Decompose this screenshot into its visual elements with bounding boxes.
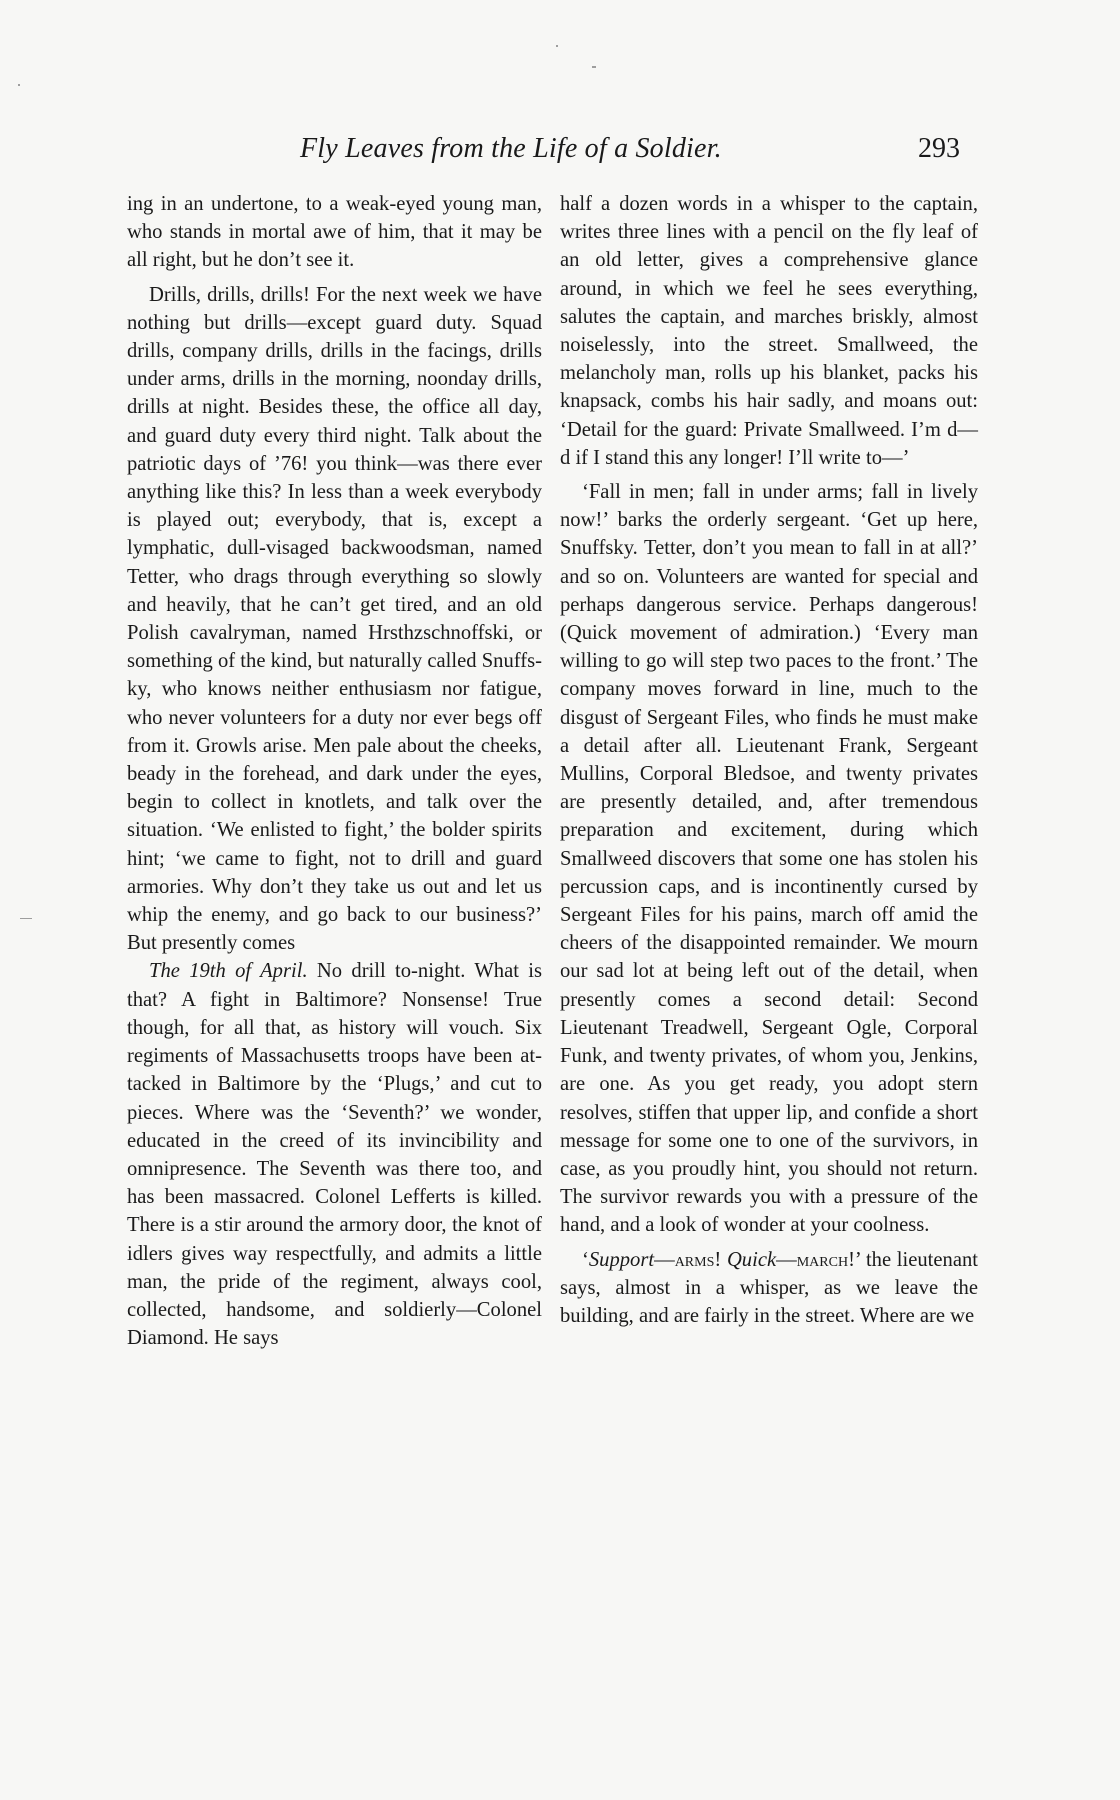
scan-speck (20, 918, 32, 919)
dash: — (654, 1248, 675, 1271)
paragraph: half a dozen words in a whisper to the captain, writes three lines with a pencil on the fly leaf of an old letter, gives a comprehensive glance around, in which we feel he sees everything, salutes the captain, and marches briskly, almost noiselessly, into the street. Smallweed, the melancholy man, rolls up his blanket, packs his knapsack, combs his hair sadly, and moans out: ‘Detail for the guard: Private Smallweed. I’m d—d if I stand this any longer! I’ll write to—’ (560, 193, 978, 469)
paragraph-text: !’ the lieutenant says, almost in a whisper, as we leave the building, and are fairly in the street. Where are we (560, 1248, 978, 1327)
paragraph: ‘Fall in men; fall in under arms; fall in lively now!’ barks the orderly sergeant. ‘Get up here, Snuffsky. Tetter, don’t you mean to fall in at all?’ and so on. Volunteers are wanted for special and perhaps dangerous service. Perhaps dangerous! (Quick movement of admiration.) ‘Every man willing to go will step two paces to the front.’ The company moves forward in line, much to the disgust of Sergeant Files, who finds he must make a detail after all. Lieutenant Frank, Sergeant Mullins, Corporal Bledsoe, and twenty privates are presently detailed, and, after tremendous preparation and excitement, during which Smallweed discovers that some one has stolen his percussion caps, and is incontinently cursed by Sergeant Files for his pains, march off amid the cheers of the disappointed remainder. We mourn our sad lot at being left out of the detail, when presently comes a second detail: Second Lieutenant Treadwell, Sergeant Ogle, Corporal Funk, and twenty privates, of whom you, Jenkins, are one. As you get ready, you adopt stern resolves, stiffen that upper lip, and confide a short message for some one to one of the survivors, in case, as you proudly hint, you should not return. The survivor rewards you with a pressure of the hand, and a look of wonder at your coolness. (560, 481, 978, 1237)
command-word: Support (588, 1248, 655, 1271)
paragraph: Drills, drills, drills! For the next week we have nothing but drills—except guard duty. Squad drills, company drills, drills in the facings, drills under arms, drills in the morning, noonday drills, drills at night. Besides these, the office all day, and guard duty every third night. Talk about the patriotic days of ’76! you think—was there ever anything like this? In less than a week everybody is played out; everybody, that is, except a lymphatic, dull-visaged backwoodsman, named Tetter, who drags through everything so slowly and heavily, that he can’t get tired, and an old Polish cavalryman, named Hrsthzschnoffski, or something of the kind, but naturally called Snuffsky, who knows neither enthusiasm nor fatigue, who never volunteers for a duty nor ever begs off from it. Growls arise. Men pale about the cheeks, beady in the forehead, and dark under the eyes, begin to collect in knotlets, and talk over the situation. ‘We enlisted to fight,’ the bolder spirits hint; ‘we came to fight, not to drill and guard armories. Why don’t they take us out and let us whip the enemy, and go back to our business?’ But presently comes (127, 283, 542, 955)
scan-speck (556, 45, 558, 47)
scan-speck (592, 66, 596, 68)
left-column (127, 190, 542, 1352)
right-column (560, 190, 978, 1330)
dash: — (776, 1248, 797, 1271)
paragraph (560, 1246, 978, 1331)
italic-heading: The 19th of April. (149, 960, 308, 983)
command-word: Quick (726, 1248, 777, 1271)
running-head (300, 133, 960, 167)
quote-mark: ‘ (582, 1248, 589, 1271)
paragraph-text: No drill to-night. What is that? A fight in Baltimore? Nonsense! True though, for all that, as history will vouch. Six regiments of Massachusetts troops have been attacked in Baltimore by the ‘Plugs,’ and cut to pieces. Where was the ‘Seventh?’ we wonder, educated in the creed of its invincibility and omnipresence. The Seventh was there too, and has been massacred. Colonel Lefferts is killed. There is a stir around the armory door, the knot of idlers gives way respectfully, and admits a little man, the pride of the regiment, always cool, collected, handsome, and soldierly—Colonel Diamond. He says (127, 960, 542, 1350)
punctuation: ! (714, 1248, 727, 1271)
paragraph: ing in an undertone, to a weak-eyed young man, who stands in mortal awe of him, that it may be all right, but he don’t see it. (127, 193, 542, 272)
paragraph (127, 957, 542, 1352)
page-number: 293 (918, 133, 960, 164)
command-word-smallcaps: march (796, 1248, 849, 1271)
command-word-smallcaps: arms (674, 1248, 715, 1271)
scan-speck (18, 84, 20, 86)
running-title: Fly Leaves from the Life of a Soldier. (300, 133, 722, 164)
